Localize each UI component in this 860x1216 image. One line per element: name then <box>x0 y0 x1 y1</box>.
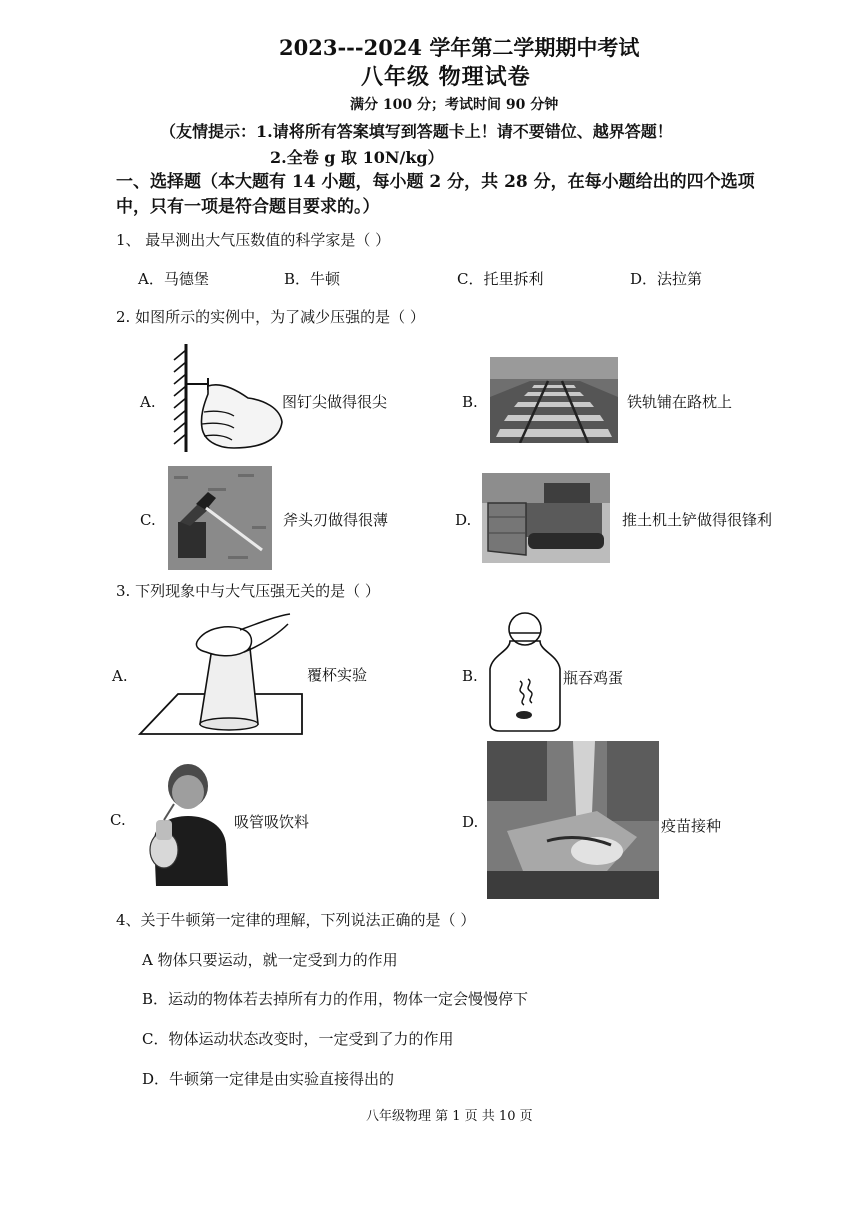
axe-image <box>168 466 272 570</box>
question-2-option-a-caption: 图钉尖做得很尖 <box>282 393 388 411</box>
question-3-option-c-letter: C. <box>110 811 126 829</box>
question-1-option-d: D．法拉第 <box>630 270 703 288</box>
inverted-cup-image <box>136 612 306 738</box>
question-1-option-b: B．牛顿 <box>284 270 341 288</box>
thumbtack-hand-image <box>168 342 284 454</box>
section-heading-line-2: 中，只有一项是符合题目要求的。） <box>116 197 380 217</box>
boy-drinking-straw-image <box>134 754 232 886</box>
question-3-option-b-caption: 瓶吞鸡蛋 <box>563 669 624 687</box>
bottle-egg-image <box>484 611 566 733</box>
question-4-stem: 4、关于牛顿第一定律的理解，下列说法正确的是（ ） <box>116 911 476 929</box>
question-2-option-c-caption: 斧头刃做得很薄 <box>283 511 389 529</box>
question-4-option-b: B．运动的物体若去掉所有力的作用，物体一定会慢慢停下 <box>142 990 529 1008</box>
question-3-option-d-letter: D. <box>462 813 479 831</box>
exam-title: 2023---2024 学年第二学期期中考试 <box>279 35 640 60</box>
question-3-option-b-letter: B. <box>462 667 478 685</box>
vaccination-image <box>487 741 659 899</box>
page-footer: 八年级物理 第 1 页 共 10 页 <box>366 1109 533 1124</box>
question-2-option-d-letter: D. <box>455 511 472 529</box>
question-3-stem: 3. 下列现象中与大气压强无关的是（ ） <box>116 582 380 600</box>
exam-subtitle: 八年级 物理试卷 <box>361 64 531 90</box>
exam-meta: 满分 100 分；考试时间 90 分钟 <box>350 97 559 113</box>
railway-track-image <box>490 357 618 443</box>
question-1-option-a: A．马德堡 <box>138 270 209 288</box>
question-3-option-a-caption: 覆杯实验 <box>307 666 368 684</box>
question-4-option-c: C．物体运动状态改变时，一定受到了力的作用 <box>142 1030 454 1048</box>
section-heading-line-1: 一、选择题（本大题有 14 小题，每小题 2 分，共 28 分，在每小题给出的四个选项 <box>116 172 755 192</box>
question-3-option-d-caption: 疫苗接种 <box>661 817 722 835</box>
question-2-option-a-letter: A. <box>140 393 156 411</box>
question-1-stem: 1、 最早测出大气压数值的科学家是（ ） <box>116 231 391 249</box>
question-2-option-b-letter: B. <box>462 393 478 411</box>
question-3-option-c-caption: 吸管吸饮料 <box>234 813 310 831</box>
question-4-option-a: A 物体只要运动，就一定受到力的作用 <box>142 951 398 969</box>
question-3-option-a-letter: A. <box>112 667 128 685</box>
question-2-stem: 2. 如图所示的实例中，为了减少压强的是（ ） <box>116 308 425 326</box>
bulldozer-image <box>482 473 610 563</box>
question-2-option-c-letter: C. <box>140 511 156 529</box>
question-4-option-d: D．牛顿第一定律是由实验直接得出的 <box>142 1070 395 1088</box>
hint-line-2: 2.全卷 g 取 10N/kg） <box>270 148 444 167</box>
question-2-option-d-caption: 推土机土铲做得很锋利 <box>622 511 773 529</box>
hint-line-1: （友情提示：1.请将所有答案填写到答题卡上！请不要错位、越界答题！ <box>160 122 673 141</box>
question-2-option-b-caption: 铁轨铺在路枕上 <box>627 393 733 411</box>
question-1-option-c: C．托里拆利 <box>457 270 544 288</box>
